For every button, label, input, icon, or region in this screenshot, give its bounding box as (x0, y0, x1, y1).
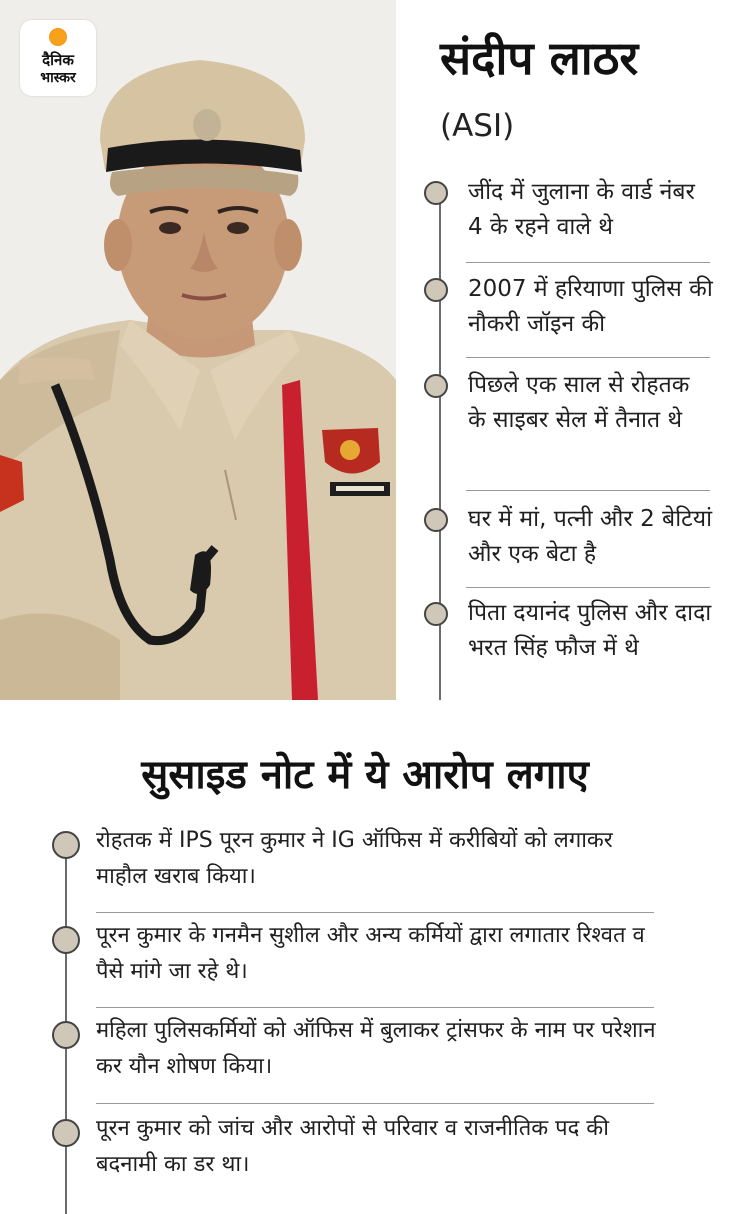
divider (96, 912, 654, 913)
divider (96, 1007, 654, 1008)
divider (466, 357, 710, 358)
allegation-text: पूरन कुमार के गनमैन सुशील और अन्य कर्मियों द्वारा लगातार रिश्वत व पैसे मांगे जा रहे थे। (96, 923, 645, 984)
bullet-dot-icon (424, 602, 448, 626)
allegation-text: महिला पुलिसकर्मियों को ऑफिस में बुलाकर ट्रांसफर के नाम पर परेशान कर यौन शोषण किया। (96, 1018, 656, 1079)
logo-line1: दैनिक (42, 51, 74, 69)
fact-text: 2007 में हरियाणा पुलिस की नौकरी जॉइन की (468, 276, 713, 337)
bullet-dot-icon (52, 831, 80, 859)
bullet-dot-icon (424, 374, 448, 398)
person-rank: (ASI) (440, 108, 515, 144)
bullet-dot-icon (52, 926, 80, 954)
allegations-heading: सुसाइड नोट में ये आरोप लगाए (141, 752, 589, 798)
bullet-dot-icon (424, 278, 448, 302)
dainik-bhaskar-logo (20, 20, 96, 96)
allegation-text: पूरन कुमार को जांच और आरोपों से परिवार व राजनीतिक पद की बदनामी का डर था। (96, 1116, 609, 1177)
logo-line2: भास्कर (40, 70, 76, 86)
fact-text: घर में मां, पत्नी और 2 बेटियां और एक बेटा है (468, 506, 713, 567)
bullet-dot-icon (424, 508, 448, 532)
officer-illustration (0, 0, 396, 700)
divider (466, 262, 710, 263)
divider (96, 1103, 654, 1104)
bullet-dot-icon (424, 181, 448, 205)
person-name: संदीप लाठर (440, 31, 639, 85)
divider (466, 490, 710, 491)
allegation-text: रोहतक में IPS पूरन कुमार ने IG ऑफिस में करीबियों को लगाकर माहौल खराब किया। (96, 828, 613, 889)
bullet-dot-icon (52, 1021, 80, 1049)
sun-icon (49, 28, 67, 46)
fact-text: पिता दयानंद पुलिस और दादा भरत सिंह फौज में थे (468, 600, 712, 661)
bullet-dot-icon (52, 1119, 80, 1147)
divider (466, 587, 710, 588)
fact-text: पिछले एक साल से रोहतक के साइबर सेल में तैनात थे (468, 372, 690, 433)
officer-photo (0, 0, 396, 700)
fact-text: जींद में जुलाना के वार्ड नंबर 4 के रहने वाले थे (468, 179, 695, 240)
